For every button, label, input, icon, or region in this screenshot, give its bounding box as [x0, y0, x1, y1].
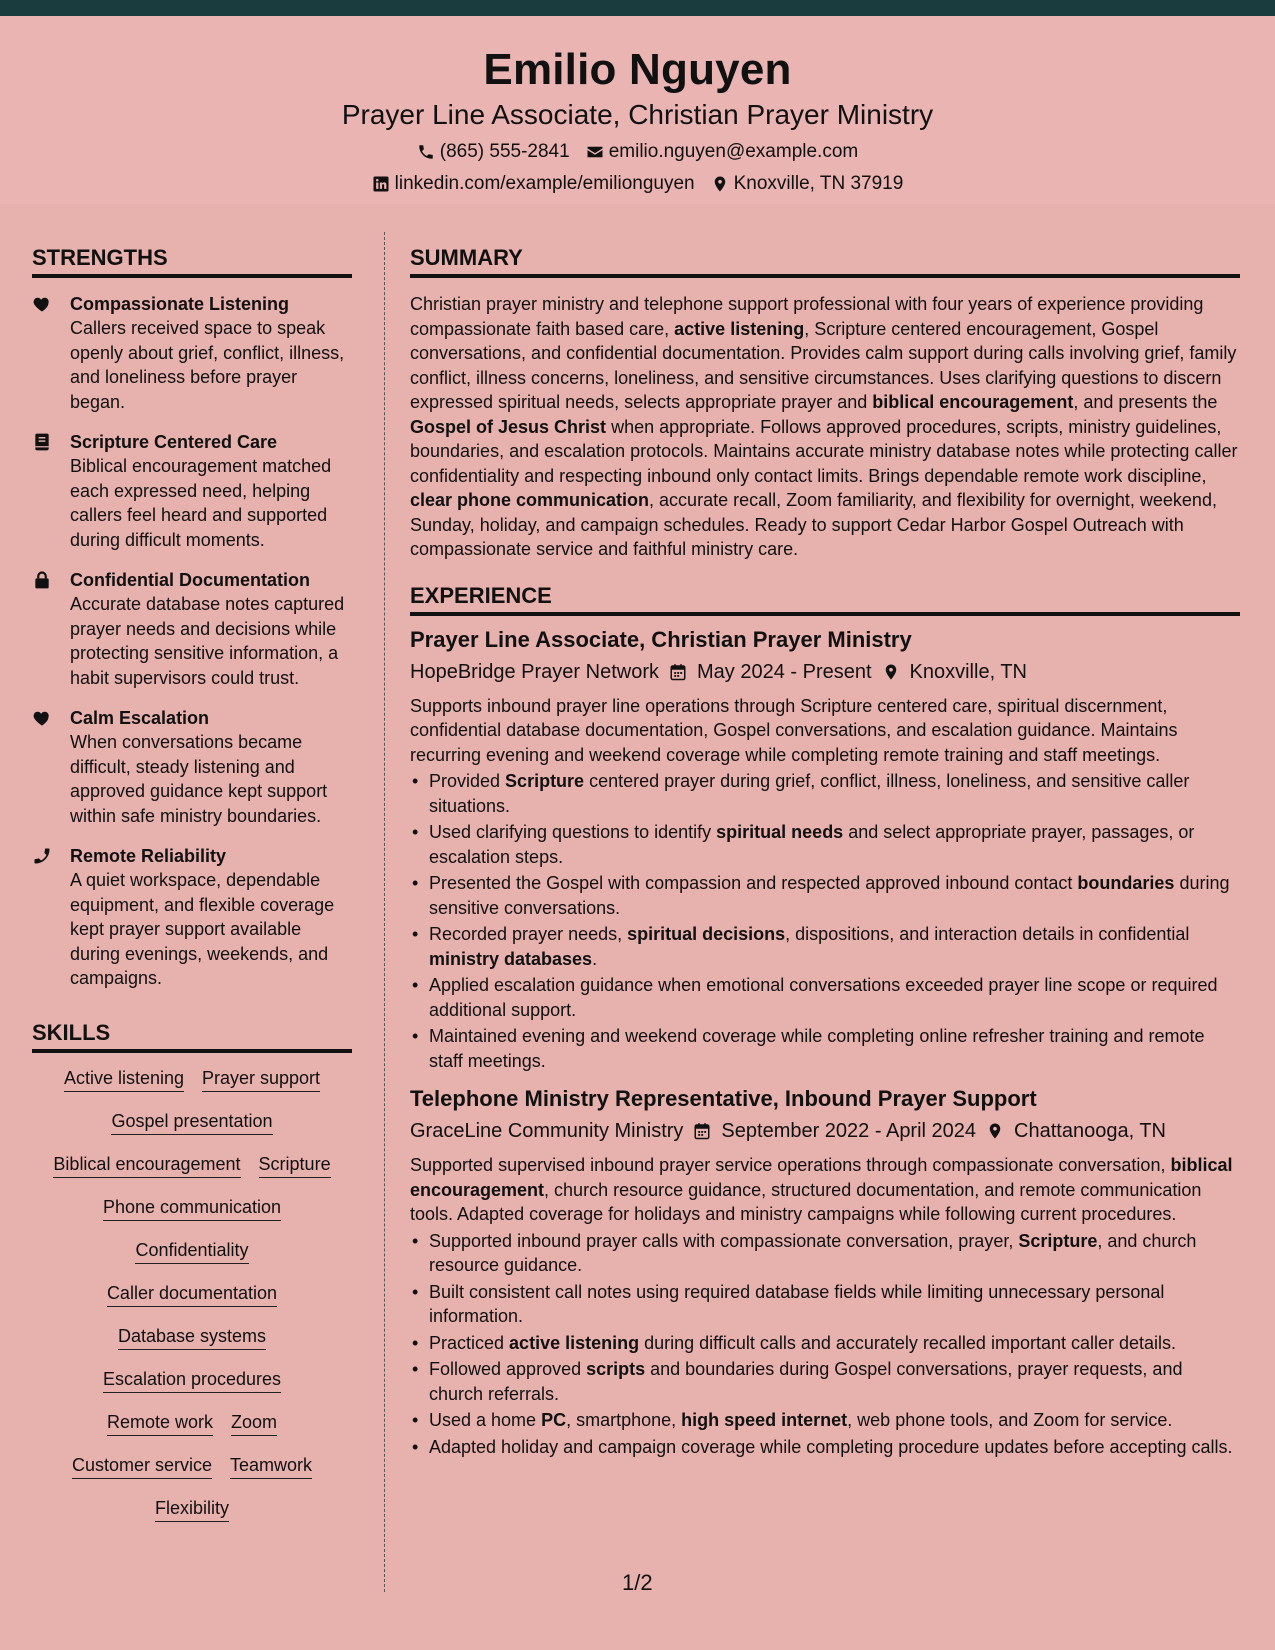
strength-title: Confidential Documentation: [70, 570, 310, 590]
job-company: GraceLine Community Ministry: [410, 1120, 684, 1142]
bullet-emphasis: scripts: [586, 1359, 646, 1379]
summary-text: , Scripture centered encouragement, Gospel conversations, and confidential documentation. Provides calm support during calls involving grief, family conflict, illness concerns, loneliness, and sensitive circumstances. Uses clarifying questions to discern expressed spiritual needs, selects appropriate prayer and: [410, 318, 1237, 412]
book-icon: [32, 430, 70, 552]
top-accent-bar: [0, 0, 1275, 16]
summary-emphasis: Gospel of Jesus Christ: [410, 416, 607, 437]
skill-row: [32, 1497, 352, 1522]
job-bullet: [410, 820, 1240, 869]
map-pin-icon: [882, 662, 900, 682]
job-company: HopeBridge Prayer Network: [410, 660, 659, 683]
phone-icon: [32, 844, 70, 991]
summary-text: , and presents the: [1073, 392, 1218, 412]
job-bullets: [410, 1229, 1240, 1460]
bullet-emphasis: high speed internet: [681, 1410, 848, 1430]
column-divider: [384, 232, 385, 1592]
job-title: Telephone Ministry Representative, Inbound Prayer Support: [410, 1086, 1037, 1111]
bullet-text: .: [592, 948, 598, 969]
summary-emphasis: active listening: [674, 318, 805, 339]
strength-description: When conversations became difficult, steady listening and approved guidance kept support within safe ministry boundaries.: [70, 732, 328, 826]
bullet-emphasis: PC: [541, 1410, 567, 1430]
heart-icon: [32, 706, 70, 828]
strength-body: [70, 568, 352, 690]
strengths-heading: STRENGTHS: [32, 244, 352, 278]
envelope-icon: [586, 143, 604, 161]
skill-row: [32, 1325, 352, 1350]
summary-heading: SUMMARY: [410, 244, 1240, 278]
location-contact: [711, 172, 904, 196]
job-bullet: [410, 1331, 1240, 1356]
page-number: 1/2: [622, 1570, 653, 1595]
strength-description: Accurate database notes captured prayer needs and decisions while protecting sensitive information, a habit supervisors could trust.: [70, 594, 345, 688]
job-bullet: [410, 1229, 1240, 1278]
bullet-text: during difficult calls and accurately recalled important caller details.: [639, 1332, 1177, 1353]
strength-item: [32, 292, 352, 414]
skill-tag: Customer service: [72, 1454, 212, 1479]
bullet-emphasis: Scripture: [1018, 1230, 1098, 1251]
bullet-text: Used a home: [429, 1410, 542, 1430]
calendar-icon: [669, 662, 687, 682]
job-meta: [410, 1117, 1240, 1145]
strength-title: Compassionate Listening: [70, 294, 290, 314]
strength-body: [70, 292, 352, 414]
skill-row: [32, 1196, 352, 1221]
skills-heading: SKILLS: [32, 1019, 352, 1053]
skill-tag: Zoom: [231, 1411, 277, 1436]
strength-body: [70, 430, 352, 552]
strength-body: [70, 706, 352, 828]
strength-title: Scripture Centered Care: [70, 432, 278, 452]
summary-text: Christian prayer ministry and telephone support professional with four years of experience providing compassionate faith based care,: [410, 294, 1204, 339]
skill-tag: Caller documentation: [107, 1282, 277, 1307]
bullet-text: during sensitive conversations.: [429, 873, 1230, 918]
bullet-text: and boundaries during Gospel conversations, prayer requests, and church referrals.: [429, 1359, 1183, 1404]
skill-tag: Active listening: [64, 1067, 184, 1092]
bullet-emphasis: boundaries: [1077, 873, 1175, 893]
bullet-emphasis: spiritual needs: [716, 822, 844, 842]
skill-row: [32, 1411, 352, 1436]
bullet-text: Practiced: [429, 1332, 510, 1353]
email-contact[interactable]: [586, 140, 859, 164]
calendar-icon: [693, 1121, 711, 1141]
job-bullet: [410, 871, 1240, 920]
bullet-text: , smartphone,: [566, 1410, 682, 1430]
bullet-emphasis: ministry databases: [429, 948, 593, 969]
bullet-text: Recorded prayer needs,: [429, 924, 628, 944]
job-bullet: [410, 922, 1240, 971]
phone-icon: [417, 143, 435, 161]
strength-title: Remote Reliability: [70, 846, 227, 866]
bullet-text: Maintained evening and weekend coverage while completing online refresher training and remote staff meetings.: [429, 1026, 1205, 1071]
job-bullets: [410, 769, 1240, 1073]
job-entry: [410, 1085, 1240, 1459]
job-description-emphasis: biblical encouragement: [410, 1155, 1233, 1200]
job-bullet: [410, 1024, 1240, 1073]
bullet-text: Presented the Gospel with compassion and respected approved inbound contact: [429, 873, 1078, 893]
left-column: [32, 244, 352, 1540]
strength-item: [32, 844, 352, 991]
job-location: [882, 658, 1027, 686]
map-pin-icon: [711, 175, 729, 193]
skill-tag: Gospel presentation: [111, 1110, 272, 1135]
phone-text: (865) 555-2841: [439, 141, 570, 162]
job-dates-text: May 2024 - Present: [697, 660, 872, 683]
bullet-text: Built consistent call notes using required database fields while limiting unnecessary personal information.: [429, 1281, 1165, 1326]
job-bullet: [410, 1357, 1240, 1406]
right-column: [410, 244, 1240, 1473]
skill-row: [32, 1153, 352, 1178]
resume-header: [0, 16, 1275, 204]
job-bullet: [410, 1280, 1240, 1329]
experience-heading: EXPERIENCE: [410, 582, 1240, 616]
strengths-list: [32, 292, 352, 991]
summary-text: when appropriate. Follows approved procedures, scripts, ministry guidelines, boundaries, and escalation protocols. Maintains accurate ministry database notes while protecting caller confidentiality and respecting inbound only contact limits. Brings dependable remote work discipline,: [410, 416, 1238, 486]
strength-description: Callers received space to speak openly about grief, conflict, illness, and loneliness before prayer began.: [70, 318, 345, 412]
bullet-text: , web phone tools, and Zoom for service.: [847, 1410, 1173, 1430]
summary-text: , accurate recall, Zoom familiarity, and flexibility for overnight, weekend, Sunday, holiday, and campaign schedules. Ready to support Cedar Harbor Gospel Outreach with compassionate service and faithful ministry care.: [410, 490, 1217, 559]
job-description-text: Supported supervised inbound prayer service operations through compassionate conversation,: [410, 1155, 1171, 1175]
linkedin-icon: [372, 175, 390, 193]
lock-icon: [32, 568, 70, 690]
summary-text: [410, 292, 1240, 562]
job-description-text: Supports inbound prayer line operations through Scripture centered care, spiritual discernment, confidential database documentation, Gospel conversations, and escalation guidance. Maintains recurring evening and weekend coverage while completing remote training and staff meetings.: [410, 695, 1178, 765]
skill-tag: Escalation procedures: [103, 1368, 281, 1393]
job-location: [986, 1117, 1166, 1145]
job-description-text: , church resource guidance, structured documentation, and remote communication tools. Adapted coverage for holidays and ministry campaigns while following current procedures.: [410, 1179, 1202, 1224]
skill-row: [32, 1239, 352, 1264]
skill-row: [32, 1067, 352, 1092]
skill-tag: Teamwork: [230, 1454, 312, 1479]
summary-emphasis: biblical encouragement: [872, 392, 1074, 412]
strength-body: [70, 844, 352, 991]
contact-row-1: [0, 140, 1275, 164]
bullet-text: Supported inbound prayer calls with compassionate conversation, prayer,: [429, 1230, 1019, 1251]
strength-description: Biblical encouragement matched each expressed need, helping callers feel heard and supported during difficult moments.: [70, 456, 332, 550]
candidate-title: Prayer Line Associate, Christian Prayer Ministry: [341, 99, 934, 130]
job-description: [410, 694, 1240, 768]
job-bullet: [410, 1435, 1240, 1460]
skill-tag: Confidentiality: [135, 1239, 248, 1264]
candidate-name: Emilio Nguyen: [483, 45, 792, 94]
jobs-list: [410, 626, 1240, 1460]
skill-tag: Scripture: [259, 1153, 331, 1178]
bullet-text: Adapted holiday and campaign coverage while completing procedure updates before accepting calls.: [429, 1436, 1233, 1457]
bullet-text: centered prayer during grief, conflict, illness, loneliness, and sensitive caller situations.: [429, 771, 1190, 816]
bullet-text: and select appropriate prayer, passages, or escalation steps.: [429, 822, 1195, 867]
job-dates: [669, 658, 872, 686]
strength-description: A quiet workspace, dependable equipment, and flexible coverage kept prayer support available during evenings, weekends, and campaigns.: [70, 870, 335, 988]
skill-tag: Prayer support: [202, 1067, 320, 1092]
linkedin-text: linkedin.com/example/emilionguyen: [394, 173, 695, 194]
phone-contact[interactable]: [417, 140, 570, 164]
bullet-text: Provided: [429, 771, 506, 791]
bullet-text: Followed approved: [429, 1359, 587, 1379]
job-location-text: Knoxville, TN: [909, 660, 1027, 683]
bullet-text: , dispositions, and interaction details in confidential: [785, 924, 1190, 944]
job-bullet: [410, 973, 1240, 1022]
location-text: Knoxville, TN 37919: [733, 173, 904, 194]
skill-row: [32, 1110, 352, 1135]
skill-tag: Database systems: [118, 1325, 266, 1350]
skills-list: [32, 1067, 352, 1522]
skill-tag: Remote work: [107, 1411, 213, 1436]
job-bullet: [410, 769, 1240, 818]
bullet-emphasis: Scripture: [505, 771, 585, 791]
bullet-text: Applied escalation guidance when emotional conversations exceeded prayer line scope or required additional support.: [429, 975, 1218, 1020]
skill-row: [32, 1282, 352, 1307]
skill-row: [32, 1454, 352, 1479]
strength-item: [32, 568, 352, 690]
summary-emphasis: clear phone communication: [410, 490, 650, 510]
job-entry: [410, 626, 1240, 1074]
contact-row-2: [0, 172, 1275, 196]
skill-row: [32, 1368, 352, 1393]
job-dates: [693, 1117, 976, 1145]
bullet-emphasis: active listening: [509, 1332, 640, 1353]
skill-tag: Biblical encouragement: [53, 1153, 240, 1178]
job-description: [410, 1153, 1240, 1227]
job-meta: [410, 658, 1240, 686]
bullet-text: Used clarifying questions to identify: [429, 822, 717, 842]
skill-tag: Phone communication: [103, 1196, 281, 1221]
job-title: Prayer Line Associate, Christian Prayer Ministry: [410, 626, 912, 652]
bullet-text: , and church resource guidance.: [429, 1230, 1197, 1275]
job-location-text: Chattanooga, TN: [1014, 1120, 1166, 1142]
heart-icon: [32, 292, 70, 414]
job-bullet: [410, 1408, 1240, 1433]
bullet-emphasis: spiritual decisions: [627, 924, 786, 944]
strength-item: [32, 430, 352, 552]
map-pin-icon: [986, 1121, 1004, 1141]
job-dates-text: September 2022 - April 2024: [721, 1120, 977, 1142]
strength-item: [32, 706, 352, 828]
linkedin-contact[interactable]: [372, 172, 695, 196]
email-text: emilio.nguyen@example.com: [608, 141, 859, 162]
strength-title: Calm Escalation: [70, 708, 210, 728]
skill-tag: Flexibility: [155, 1497, 229, 1522]
